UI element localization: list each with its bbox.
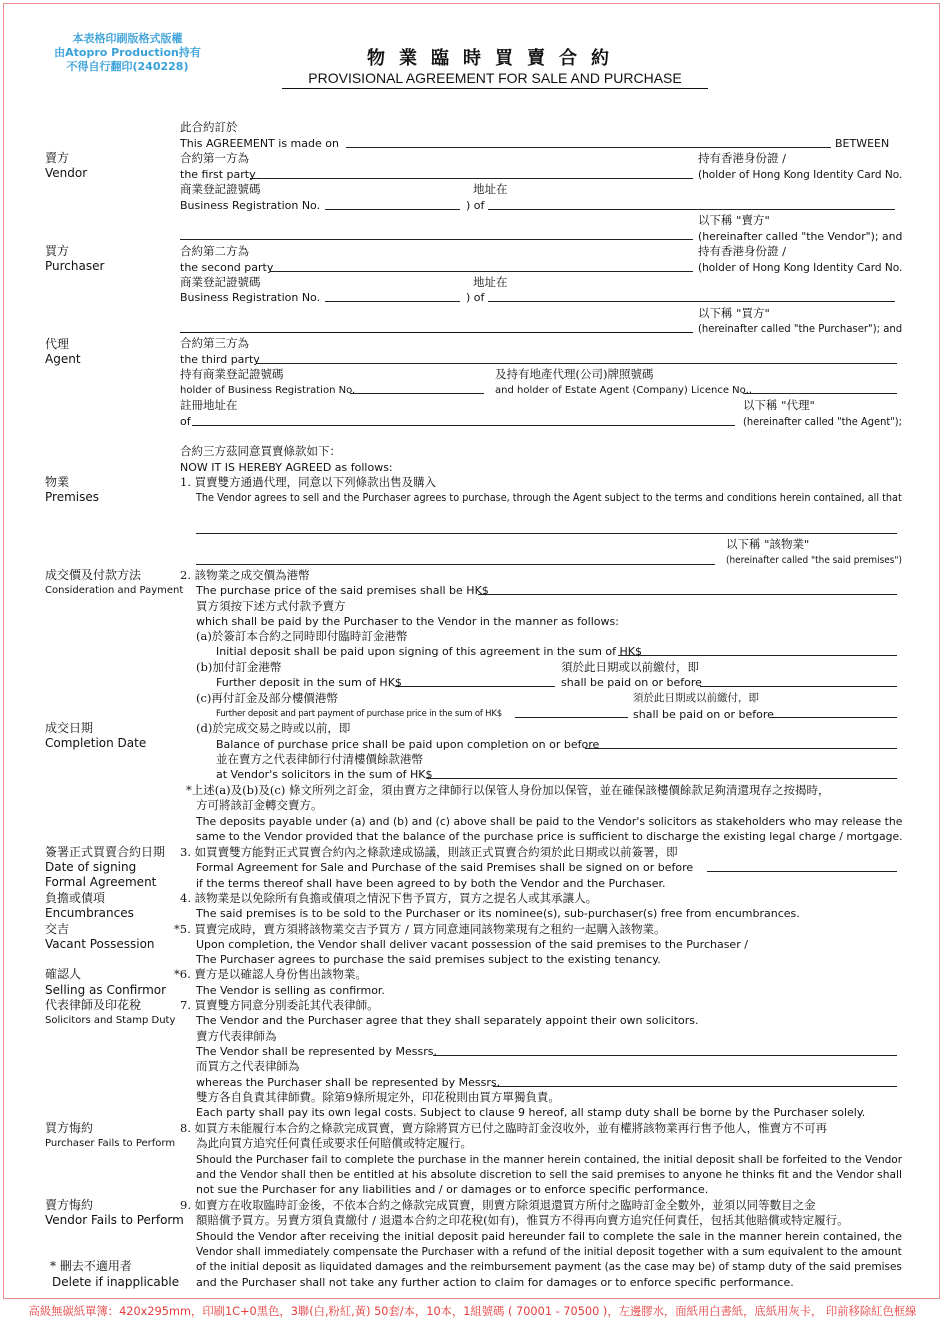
clause-8-zh-1: 8. 如買方未能履行本合約之條款完成買賣，賣方除將買方已付之臨時訂金沒收外，並有權將該物業再行售予他人，惟賣方不可再 [180,1121,828,1135]
agent-br-label-zh: 持有商業登記證號碼 [180,367,284,381]
licence-label-en: and holder of Estate Agent (Company) Licence No., [495,385,752,396]
second-party-zh: 合約第二方為 [180,244,249,258]
br-label-zh: 商業登記證號碼 [180,275,261,289]
clause-9-zh-2: 額賠償予買方。另賣方須負責繳付 / 退還本合約之印花稅(如有)，惟買方不得再向賣方追究任何責任，包括其他賠償或特定履行。 [196,1213,849,1227]
first-party-zh: 合約第一方為 [180,151,249,165]
clause-8-en-3: not sue the Purchaser for any liabilities and / or damages or to enforce specific performance. [196,1183,709,1196]
costs-en: Each party shall pay its own legal costs. Subject to clause 9 hereof, all stamp duty shall be borne by the Purchaser solely. [196,1106,866,1119]
second-party-en: the second party [180,261,274,274]
address-label-zh: 地址在 [473,182,508,196]
purchaser-br-field[interactable] [325,301,460,302]
encumbrances-label-en: Encumbrances [45,906,134,920]
copyright-line: 本表格印刷版格式版權 [72,32,183,45]
clause-3-en-2: if the terms thereof shall have been agreed to by both the Vendor and the Purchaser. [196,877,666,890]
premises-field-2[interactable] [196,564,715,565]
vendor-label-en: Vendor [45,166,88,180]
clause-9-en-3: of the initial deposit as liquidated damages and the reimbursement payment (as the case may be) of stamp duty of the said premises [196,1260,902,1273]
purchaser-rep-zh: 而買方之代表律師為 [196,1059,300,1073]
agreed-zh: 合約三方茲同意買賣條款如下： [180,444,341,458]
clause-2b-en: Further deposit in the sum of HK$ [216,676,402,689]
confirmor-label-zh: 確認人 [45,967,82,981]
clause-5-en-1: Upon completion, the Vendor shall deliver vacant possession of the said premises to the Purchaser / [196,938,748,951]
part-payment-field[interactable] [515,717,628,718]
agent-licence-field[interactable] [743,393,897,394]
hereinafter-premises-zh: 以下稱 "該物業" [726,537,810,551]
clause-3-en-1: Formal Agreement for Sale and Purchase of the said Premises shall be signed on or before [196,861,694,874]
solicitors-label-zh: 代表律師及印花稅 [45,998,142,1012]
vendor-solicitor-field[interactable] [433,1055,897,1056]
further-deposit-date-field[interactable] [700,686,897,687]
vendor-label-zh: 賣方 [45,151,70,165]
clause-9-en-1: Should the Vendor after receiving the initial deposit paid hereunder fail to complete the sale in the manner herein contained, the [196,1230,902,1243]
br-label-en: Business Registration No. [180,199,321,212]
premises-label-en: Premises [45,490,99,504]
vendor-fails-label-en: Vendor Fails to Perform [45,1213,184,1227]
clause-7-zh: 7. 買賣雙方同意分別委託其代表律師。 [180,998,379,1012]
vacant-label-en: Vacant Possession [45,937,155,951]
clause-2b-zh: (b)加付訂金港幣 [196,660,282,674]
licence-label-zh: 及持有地產代理(公司)牌照號碼 [495,367,654,381]
third-party-en: the third party [180,353,260,366]
between-label: BETWEEN [835,137,890,150]
agreement-intro-zh: 此合約訂於 [180,120,238,134]
encumbrances-label-zh: 負擔或債項 [45,891,106,905]
third-party-zh: 合約第三方為 [180,336,249,350]
clause-9-en-2: Vendor shall immediately compensate the Purchaser with a refund of the initial deposit together with a sum equivalent to the amount [196,1245,902,1258]
vacant-label-zh: 交吉 [45,922,70,936]
copyright-line: 由Atopro Production持有 [54,46,201,59]
vendor-address-field[interactable] [488,209,895,210]
agent-label-en: Agent [45,352,81,366]
clause-4-zh: 4. 該物業是以免除所有負擔或債項之情況下售予買方，買方之提名人或其承讓人。 [180,891,598,905]
clause-9-zh-1: 9. 如賣方在收取臨時訂金後，不依本合約之條款完成買賣，則賣方除須退還買方所付之臨時訂金全數外，並須以同等數目之金 [180,1198,816,1212]
consideration-label-zh: 成交價及付款方法 [45,568,142,582]
vendor-rep-en: The Vendor shall be represented by Messrs. [196,1045,437,1058]
hereinafter-purchaser-en: (hereinafter called "the Purchaser"); and [698,322,903,335]
balance-solicitors-en: at Vendor's solicitors in the sum of HK$ [216,768,433,781]
address-label-en: ) of [466,199,485,212]
print-spec-footer: 高級無碳紙單簿：420x295mm，印刷1C+0黑色，3聯(白,粉紅,黃) 50套/本，10本，1組號碼 ( 70001 - 70500 )，左邊膠水，面紙用白書紙，底紙用灰卡， 印前移除紅色框線 [28,1304,917,1318]
agent-label-zh: 代理 [45,337,70,351]
manner-en: which shall be paid by the Purchaser to the Vendor in the manner as follows: [196,615,619,628]
purchaser-address-field[interactable] [488,301,895,302]
clause-2c-en: Further deposit and part payment of purchase price in the sum of HK$ [216,709,502,719]
clause-8-en-2: and the Vendor shall then be entitled at his absolute discretion to sell the said premises to anyone he thinks fit and the Vendor shall [196,1168,902,1181]
date-field[interactable] [346,147,831,148]
hereinafter-premises-en: (hereinafter called "the said premises") [726,555,902,566]
manner-zh: 買方須按下述方式付款予賣方 [196,599,346,613]
agent-name-field[interactable] [256,363,897,364]
stakeholder-note-zh-2: 方可將該訂金轉交賣方。 [196,798,323,812]
clause-2d-zh: (d)於完成交易之時或以前，即 [196,721,351,735]
balance-amount-field[interactable] [426,778,897,779]
premises-label-zh: 物業 [45,475,70,489]
clause-2b-date-zh: 須於此日期或以前繳付，即 [561,660,699,674]
agent-br-field[interactable] [350,393,484,394]
purchaser-label-en: Purchaser [45,259,105,273]
hereinafter-vendor-zh: 以下稱 "賣方" [698,213,770,227]
vendor-address-field-2[interactable] [180,239,693,240]
price-field[interactable] [478,594,897,595]
part-payment-date-field[interactable] [770,717,897,718]
title-chinese: 物業臨時買賣合約 [367,48,623,69]
br-label-zh: 商業登記證號碼 [180,182,261,196]
clause-2-zh: 2. 該物業之成交價為港幣 [180,568,310,582]
purchaser-name-field[interactable] [270,271,693,272]
purchaser-address-field-2[interactable] [180,332,693,333]
formal-label-en-2: Formal Agreement [45,875,157,889]
clause-2c-zh: (c)再付訂金及部分樓價港幣 [196,691,338,705]
hereinafter-agent-zh: 以下稱 "代理" [743,398,815,412]
solicitors-label-en: Solicitors and Stamp Duty [45,1015,176,1026]
address-label-en: ) of [466,291,485,304]
address-label-zh: 地址在 [473,275,508,289]
clause-1-en: The Vendor agrees to sell and the Purchaser agrees to purchase, through the Agent subject to the terms and conditions herein contained, all that [196,491,902,504]
first-party-en: the first party [180,168,256,181]
vendor-br-field[interactable] [325,209,460,210]
consideration-label-en: Consideration and Payment [45,585,184,596]
hkid-label-en: (holder of Hong Kong Identity Card No. [698,168,903,181]
hereinafter-agent-en: (hereinafter called "the Agent"); [743,415,902,428]
reg-address-label-zh: 註冊地址在 [180,398,238,412]
hkid-label-en: (holder of Hong Kong Identity Card No. [698,261,903,274]
clause-4-en: The said premises is to be sold to the Purchaser or its nominee(s), sub-purchaser(s) free from encumbrances. [196,907,800,920]
clause-8-en-1: Should the Purchaser fail to complete the purchase in the manner herein contained, the initial deposit shall be forfeited to the Vendor [196,1153,903,1166]
purchaser-fails-label-zh: 買方悔約 [45,1121,94,1135]
purchaser-solicitor-field[interactable] [493,1086,897,1087]
completion-date-field[interactable] [585,748,897,749]
clause-5-en-2: The Purchaser agrees to purchase the said premises subject to the existing tenancy. [196,953,661,966]
clause-1-zh: 1. 買賣雙方通過代理，同意以下列條款出售及購入 [180,475,437,489]
stakeholder-note-en-2: same to the Vendor provided that the balance of the purchase price is sufficient to discharge the existing legal charge / mortgage. [196,830,903,843]
purchaser-fails-label-en: Purchaser Fails to Perform [45,1138,176,1149]
agreement-intro-en: This AGREEMENT is made on [180,137,339,150]
clause-8-zh-2: 為此向買方追究任何責任或要求任何賠償或特定履行。 [196,1136,472,1150]
completion-label-zh: 成交日期 [45,721,94,735]
agent-address-field[interactable] [192,425,735,426]
br-label-en: Business Registration No. [180,291,321,304]
clause-2-en: The purchase price of the said premises shall be HK$ [196,584,489,597]
vendor-rep-zh: 賣方代表律師為 [196,1029,277,1043]
hereinafter-vendor-en: (hereinafter called "the Vendor"); and [698,230,903,243]
clause-2d-en: Balance of purchase price shall be paid upon completion on or before [216,738,600,751]
clause-9-en-4: and the Purchaser shall not take any further action to claim for damages or to enforce specific performance. [196,1276,794,1289]
title-english: PROVISIONAL AGREEMENT FOR SALE AND PURCHASE [308,70,682,86]
initial-deposit-field[interactable] [618,655,897,656]
vendor-name-field[interactable] [250,178,693,179]
confirmor-label-en: Selling as Confirmor [45,983,167,997]
hkid-label-zh: 持有香港身份證 / [698,151,787,165]
completion-label-en: Completion Date [45,736,147,750]
hkid-label-zh: 持有香港身份證 / [698,244,787,258]
balance-solicitors-zh: 並在賣方之代表律師行付清樓價餘款港幣 [216,752,423,766]
purchaser-rep-en: whereas the Purchaser shall be represented by Messrs. [196,1076,501,1089]
further-deposit-field[interactable] [395,686,555,687]
purchaser-label-zh: 買方 [45,244,70,258]
clause-2b-date-en: shall be paid on or before [561,676,702,689]
formal-label-en-1: Date of signing [45,860,137,874]
formal-label-zh: 簽署正式買賣合約日期 [45,845,166,859]
clause-3-zh: 3. 如買賣雙方能對正式買賣合約內之條款達成協議，則該正式買賣合約須於此日期或以前簽署，即 [180,845,678,859]
copyright-notice [40,32,215,74]
vendor-fails-label-zh: 賣方悔約 [45,1198,94,1212]
clause-2a-zh: (a)於簽訂本合約之同時即付臨時訂金港幣 [196,629,408,643]
clause-2a-en: Initial deposit shall be paid upon signing of this agreement in the sum of HK$ [216,645,642,658]
delete-note-zh: * 刪去不適用者 [50,1259,132,1273]
premises-field[interactable] [196,533,897,534]
stakeholder-note-zh-1: *上述(a)及(b)及(c) 條文所列之訂金，須由賣方之律師行以保管人身份加以保管，並在確保該樓價餘款足夠清還現存之按揭時， [186,783,830,797]
clause-5-zh: *5. 買賣完成時，賣方須將該物業交吉予買方 / 買方同意連同該物業現有之租約一起購入該物業。 [174,922,666,936]
stakeholder-note-en-1: The deposits payable under (a) and (b) and (c) above shall be paid to the Vendor's solicitors as stakeholders who may release the [196,815,903,828]
reg-address-label-en: of [180,415,191,428]
costs-zh: 雙方各自負責其律師費。除第9條所規定外，印花稅則由買方單獨負責。 [196,1090,560,1104]
hereinafter-purchaser-zh: 以下稱 "買方" [698,306,770,320]
formal-agreement-date-field[interactable] [707,871,897,872]
delete-note-en: Delete if inapplicable [52,1275,180,1289]
title-underline [282,88,708,89]
clause-6-en: The Vendor is selling as confirmor. [196,984,385,997]
agreed-en: NOW IT IS HEREBY AGREED as follows: [180,461,393,474]
copyright-line: 不得自行翻印(240228) [66,60,189,73]
clause-2c-date-zh: 須於此日期或以前繳付，即 [633,692,759,704]
clause-6-zh: *6. 賣方是以確認人身份售出該物業。 [174,967,367,981]
clause-2c-date-en: shall be paid on or before [633,708,774,721]
clause-7-en: The Vendor and the Purchaser agree that they shall separately appoint their own solicitors. [196,1014,699,1027]
agent-br-label-en: holder of Business Registration No. [180,385,356,396]
